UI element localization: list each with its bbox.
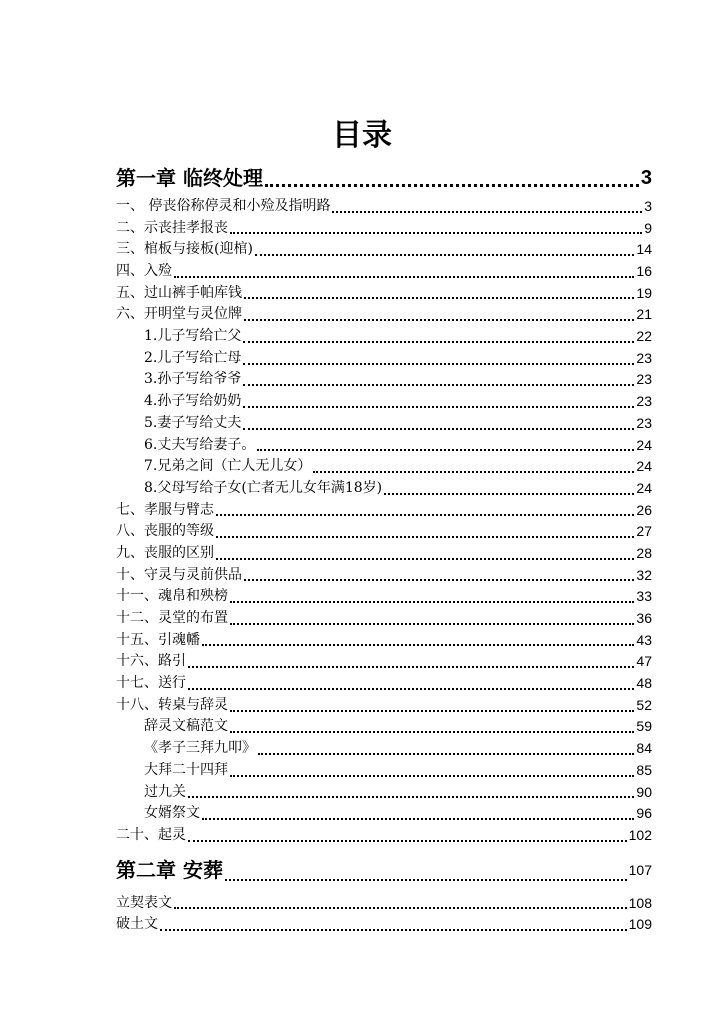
- toc-entry-page-number: 9: [644, 219, 652, 236]
- toc-entry-page-number: 16: [636, 263, 652, 280]
- dot-leader: [243, 428, 634, 430]
- dot-leader: [313, 471, 634, 473]
- toc-entry-label: 七、孝服与臂志: [116, 501, 214, 518]
- toc-entry-page-number: 23: [636, 371, 652, 388]
- toc-entry[interactable]: [116, 717, 652, 739]
- dot-leader: [216, 536, 634, 538]
- toc-entry-label: 立契表文: [116, 894, 172, 911]
- toc-entry-page-number: 107: [628, 861, 652, 878]
- toc-entry-page-number: 21: [636, 306, 652, 323]
- toc-entry-page-number: 27: [636, 523, 652, 540]
- dot-leader: [244, 297, 634, 299]
- dot-leader: [202, 644, 634, 646]
- toc-entry-page-number: 52: [636, 696, 652, 713]
- dot-leader: [225, 879, 627, 881]
- toc-entry[interactable]: [116, 738, 652, 760]
- dot-leader: [174, 276, 634, 278]
- toc-entry-label: 7.兄弟之间（亡人无儿女）: [144, 458, 312, 475]
- toc-entry-label: 破土文: [116, 916, 158, 933]
- toc-entry[interactable]: [116, 456, 652, 478]
- dot-leader: [243, 406, 634, 408]
- toc-entry[interactable]: [116, 370, 652, 392]
- toc-entry-page-number: 26: [636, 501, 652, 518]
- toc-entry[interactable]: [116, 413, 652, 435]
- toc-entry-page-number: 33: [636, 588, 652, 605]
- dot-leader: [202, 818, 634, 820]
- toc-entry[interactable]: [116, 760, 652, 782]
- toc-entry-label: 女婿祭文: [144, 805, 200, 822]
- toc-entry-page-number: 28: [636, 544, 652, 561]
- dot-leader: [257, 449, 634, 451]
- toc-entry-page-number: 24: [636, 436, 652, 453]
- toc-entry-label: 5.妻子写给丈夫: [144, 414, 242, 431]
- toc-entry-page-number: 3: [644, 197, 652, 214]
- dot-leader: [258, 753, 634, 755]
- toc-entry-page-number: 23: [636, 393, 652, 410]
- toc-entry[interactable]: [116, 803, 652, 825]
- toc-entry-page-number: 19: [636, 284, 652, 301]
- page-title: 目录: [332, 118, 392, 153]
- dot-leader: [188, 840, 627, 842]
- toc-entry-label: 过九关: [144, 783, 186, 800]
- dot-leader: [188, 666, 634, 668]
- dot-leader: [243, 341, 634, 343]
- toc-entry[interactable]: [116, 391, 652, 413]
- dot-leader: [160, 929, 627, 931]
- toc-entry-page-number: 90: [636, 783, 652, 800]
- toc-entry-label: 一、 停丧俗称停灵和小殓及指明路: [116, 197, 331, 214]
- toc-entry-label: 1.儿子写给亡父: [144, 328, 242, 345]
- toc-entry-label: 八、丧服的等级: [116, 523, 214, 540]
- toc-entry[interactable]: [116, 825, 652, 847]
- dot-leader: [230, 623, 634, 625]
- toc-entry[interactable]: [116, 261, 652, 283]
- toc-entry[interactable]: [116, 565, 652, 587]
- toc-entry-page-number: 23: [636, 414, 652, 431]
- table-of-contents: [116, 160, 652, 936]
- toc-entry-label: 十五、引魂幡: [116, 631, 200, 648]
- toc-entry-label: 十一、魂帛和殃榜: [116, 588, 228, 605]
- toc-entry-label: 二、示丧挂孝报丧: [116, 219, 228, 236]
- toc-entry[interactable]: [116, 326, 652, 348]
- toc-entry[interactable]: [116, 435, 652, 457]
- toc-entry[interactable]: [116, 893, 652, 915]
- toc-entry-page-number: 96: [636, 805, 652, 822]
- toc-entry-page-number: 102: [628, 826, 652, 843]
- toc-entry[interactable]: [116, 608, 652, 630]
- dot-leader: [265, 184, 639, 187]
- toc-entry-page-number: 22: [636, 328, 652, 345]
- toc-entry[interactable]: [116, 239, 652, 261]
- toc-entry-label: 四、入殓: [116, 263, 172, 280]
- dot-leader: [230, 775, 634, 777]
- toc-entry[interactable]: [116, 348, 652, 370]
- toc-entry[interactable]: [116, 543, 652, 565]
- toc-entry[interactable]: [116, 196, 652, 218]
- dot-leader: [230, 232, 642, 234]
- toc-entry-label: 十二、灵堂的布置: [116, 610, 228, 627]
- toc-entry[interactable]: [116, 478, 652, 500]
- toc-entry-page-number: 24: [636, 479, 652, 496]
- dot-leader: [244, 319, 634, 321]
- toc-entry[interactable]: [116, 914, 652, 936]
- toc-entry[interactable]: [116, 218, 652, 240]
- toc-entry-page-number: 109: [628, 916, 652, 933]
- dot-leader: [188, 796, 634, 798]
- toc-entry[interactable]: [116, 673, 652, 695]
- dot-leader: [243, 363, 634, 365]
- dot-leader: [174, 907, 627, 909]
- toc-entry-label: 辞灵文稿范文: [144, 718, 228, 735]
- toc-entry-page-number: 59: [636, 718, 652, 735]
- toc-entry-page-number: 3: [640, 167, 652, 189]
- toc-entry-label: 六、开明堂与灵位牌: [116, 306, 242, 323]
- dot-leader: [230, 710, 634, 712]
- dot-leader: [384, 493, 634, 495]
- toc-entry-label: 九、丧服的区别: [116, 544, 214, 561]
- dot-leader: [255, 254, 634, 256]
- dot-leader: [216, 558, 634, 560]
- toc-entry-label: 4.孙子写给奶奶: [144, 393, 242, 410]
- toc-entry-label: 十八、转桌与辞灵: [116, 696, 228, 713]
- toc-entry-label: 3.孙子写给爷爷: [144, 371, 242, 388]
- toc-entry[interactable]: [116, 160, 652, 196]
- toc-entry-label: 十七、送行: [116, 675, 186, 692]
- toc-entry[interactable]: [116, 782, 652, 804]
- toc-entry[interactable]: [116, 847, 652, 893]
- toc-entry[interactable]: [116, 695, 652, 717]
- toc-entry-label: 2.儿子写给亡母: [144, 349, 242, 366]
- toc-entry-label: 十、守灵与灵前供品: [116, 566, 242, 583]
- toc-entry-label: 6.丈夫写给妻子。: [144, 436, 256, 453]
- toc-entry[interactable]: [116, 521, 652, 543]
- toc-entry-page-number: 24: [636, 458, 652, 475]
- toc-entry[interactable]: [116, 651, 652, 673]
- toc-entry-page-number: 14: [636, 241, 652, 258]
- toc-entry-label: 三、棺板与接板(迎棺): [116, 241, 253, 258]
- toc-entry-page-number: 36: [636, 610, 652, 627]
- dot-leader: [332, 211, 642, 213]
- toc-entry-label: 十六、路引: [116, 653, 186, 670]
- dot-leader: [230, 731, 634, 733]
- dot-leader: [230, 601, 634, 603]
- toc-entry-page-number: 43: [636, 631, 652, 648]
- toc-entry-page-number: 23: [636, 349, 652, 366]
- toc-entry-page-number: 108: [628, 894, 652, 911]
- dot-leader: [244, 579, 634, 581]
- toc-entry-label: 二十、起灵: [116, 826, 186, 843]
- toc-entry-label: 大拜二十四拜: [144, 761, 228, 778]
- toc-entry-page-number: 48: [636, 675, 652, 692]
- toc-entry-label: 《孝子三拜九叩》: [144, 740, 256, 757]
- toc-entry-label: 第一章 临终处理: [116, 166, 263, 190]
- dot-leader: [243, 384, 634, 386]
- toc-entry-label: 8.父母写给子女(亡者无儿女年满18岁): [144, 479, 383, 496]
- toc-entry-page-number: 47: [636, 653, 652, 670]
- dot-leader: [216, 514, 634, 516]
- toc-entry[interactable]: [116, 304, 652, 326]
- toc-entry[interactable]: [116, 586, 652, 608]
- toc-entry-label: 第二章 安葬: [116, 857, 223, 882]
- toc-entry[interactable]: [116, 283, 652, 305]
- toc-entry[interactable]: [116, 630, 652, 652]
- toc-entry-page-number: 32: [636, 566, 652, 583]
- dot-leader: [188, 688, 634, 690]
- toc-entry-page-number: 85: [636, 761, 652, 778]
- toc-entry[interactable]: [116, 500, 652, 522]
- toc-entry-page-number: 84: [636, 740, 652, 757]
- toc-entry-label: 五、过山裤手帕库钱: [116, 284, 242, 301]
